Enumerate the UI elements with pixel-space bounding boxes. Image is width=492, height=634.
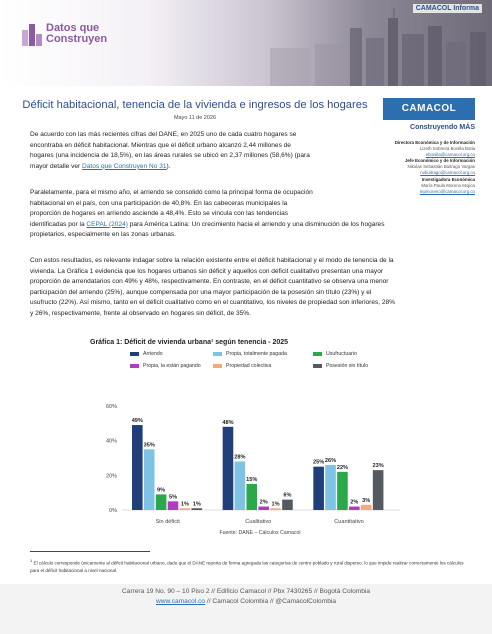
text-line: usufructo (22%). Así mismo, tanto en el déficit cualitativo como en el cuantitativo, los niveles de propiedad son inferiores, 28% (30, 299, 395, 307)
logo-line2: Construyen (46, 33, 108, 45)
camacol-informa-badge: CAMACOL Informa (413, 4, 482, 13)
legend-label: Posesión sin título (326, 363, 369, 369)
legend-swatch (213, 364, 222, 368)
data-label: 49% (131, 418, 143, 425)
footnote-marker: 1 (30, 558, 33, 563)
footer-social: // Camacol Colombia // @CamacolColombia (205, 598, 337, 605)
legend-item (213, 363, 271, 369)
text-line: hogares (una incidencia de 18,5%), en las áreas rurales se ubicó en 2,37 millones (58,6%) (para (30, 152, 310, 160)
legend-swatch (213, 352, 222, 356)
paragraph-2 (30, 188, 470, 241)
chart-source: Fuente: DANE – Cálculos Camacol (219, 530, 301, 536)
datos-que-construyen-logo (22, 22, 107, 46)
data-label: 6% (283, 492, 292, 499)
data-label: 15% (246, 477, 258, 483)
text-line (30, 220, 470, 231)
text-line: propietarios, especialmente en las zonas urbanas. (30, 231, 176, 239)
legend-item (313, 363, 368, 369)
legend-label: Propia, la están pagando (143, 363, 201, 369)
data-label: 35% (143, 442, 155, 449)
data-label: 1% (271, 501, 280, 508)
data-label: 3% (362, 497, 371, 504)
legend-label: Propia, totalmente pagada (226, 351, 287, 357)
bar (144, 449, 155, 510)
text-span: para América Latina: Un crecimiento hacia el arriendo y una disminución de los hogares (127, 220, 385, 228)
text-line (30, 162, 362, 173)
bar (270, 508, 281, 510)
footer-links (0, 598, 492, 605)
data-label: 22% (336, 464, 349, 471)
text-span: mayor detalle ver (30, 162, 83, 170)
bar (313, 467, 324, 510)
y-tick-label: 0% (109, 508, 117, 514)
bar (373, 470, 384, 510)
page-title: Déficit habitacional, tenencia de la vivienda e ingresos de los hogares (22, 99, 368, 111)
text-line: proporción de arrendatarios con 49% y 48%, respectivamente. En contraste, en el déficit cuantitativo se observa una menor (30, 278, 389, 286)
category-label: Cualitativo (245, 519, 272, 525)
legend-item (213, 351, 287, 357)
legend-label: Arriendo (143, 351, 163, 357)
contact-email-link[interactable]: mpmoreno@camacol.org.co (419, 188, 475, 194)
text-line: Con estos resultados, es relevante indagar sobre la relación existente entre el déficit habitacional y el modo de tenencia de la (30, 257, 394, 264)
data-label: 1% (192, 501, 201, 508)
data-label: 25% (313, 459, 325, 466)
contact-title: Jefe Económico y de Información (404, 158, 475, 164)
bar (235, 461, 246, 510)
contact-title: Investigadora Económica (421, 176, 475, 182)
footer-address: Carrera 19 No. 90 – 10 Piso 2 // Edificio Camacol // Pbx 7430265 // Bogotá Colombia (121, 588, 371, 595)
footnote (30, 557, 470, 574)
text-line: participación del arriendo (25%), aunque compensada por una mayor participación de la posesión sin título (23%) y el (30, 288, 372, 296)
text-span: ). (166, 162, 171, 170)
bar (325, 465, 336, 510)
bar (223, 427, 234, 510)
y-tick-label: 60% (105, 404, 117, 410)
bar (156, 494, 167, 510)
bar (192, 508, 203, 510)
legend-swatch (130, 364, 139, 368)
data-label: 2% (259, 499, 268, 506)
category-label: Sin déficit (155, 519, 180, 525)
legend-item (313, 351, 357, 357)
city-skyline-image (150, 8, 492, 86)
publish-date: Mayo 11 de 2026 (173, 115, 217, 121)
text-line: vivienda. La Gráfica 1 evidencia que los hogares urbanos sin déficit y aquellos con déficit cualitativo presentan una mayor (30, 267, 384, 275)
camacol-tagline: Construyendo MÁS (410, 124, 475, 131)
chart-title: Gráfica 1: Déficit de vivienda urbana¹ según tenencia - 2025 (90, 339, 289, 346)
data-label: 1% (180, 501, 189, 508)
contact-name: Lizeth Sobreira Bonilla Botia (419, 146, 475, 152)
bar (337, 472, 348, 510)
contact-email-link[interactable]: nvbuitrago@camacol.org.co (420, 170, 475, 176)
bar (349, 507, 360, 510)
data-label: 23% (372, 463, 384, 470)
text-line: y 26%, respectivamente, frente al observado en hogares sin déficit, de 35%. (30, 309, 251, 317)
legend-item (130, 351, 163, 357)
text-line: habitacional en el país, con una participación de 40,8%. En las cabeceras municipales la (30, 199, 288, 207)
y-tick-label: 40% (105, 438, 117, 445)
contact-title: Directora Económica y de Información (394, 140, 475, 145)
legend-label: Propiedad colectiva (226, 363, 272, 369)
bar (168, 501, 179, 510)
data-label: 48% (222, 419, 234, 426)
bar (361, 505, 372, 510)
data-label: 28% (234, 454, 246, 461)
contact-name: Nikolas Sebastián Buitrago Vargas (407, 164, 475, 170)
text-line: encontraba en déficit habitacional. Mientras que el déficit urbano alcanzó 2,44 millones de (30, 141, 291, 149)
bar (246, 484, 257, 510)
legend-label: Usufructuario (326, 351, 357, 357)
header-banner (0, 0, 492, 86)
data-label: 2% (350, 499, 359, 506)
contact-name: María Paula Moreno Mojica (421, 182, 475, 188)
text-line: Paralelamente, para el mismo año, el arriendo se consolidó como la principal forma de ocupación (30, 189, 313, 196)
logo-line1: Datos que (46, 22, 100, 34)
text-span: identificadas por la (30, 220, 87, 228)
data-label: 9% (157, 487, 166, 494)
data-label: 26% (324, 457, 337, 464)
website-link[interactable]: www.camacol.co (155, 598, 206, 605)
y-tick-label: 20% (105, 473, 117, 480)
building-blocks-icon (22, 22, 42, 46)
bar (258, 507, 269, 510)
bar (180, 508, 191, 510)
legend-swatch (313, 352, 322, 356)
camacol-logo: CAMACOL (383, 98, 475, 120)
contacts-block (345, 140, 475, 195)
data-label: 5% (168, 494, 178, 501)
bar (282, 500, 293, 510)
datos-que-construyen-link[interactable]: Datos que Construyen No 31 (82, 162, 167, 170)
bar (132, 425, 143, 510)
footnote-divider (30, 551, 150, 552)
legend-item (130, 363, 201, 369)
category-label: Cuantitativo (334, 519, 364, 525)
contact-email-link[interactable]: ebonilla@camacol.org.co (425, 152, 475, 158)
legend-swatch (130, 352, 139, 356)
footnote-text: El cálculo corresponde únicamente al déficit habitacional urbano, dado que el DANE reporta de forma agregada las categorías de centro poblado y rural disperso, lo que impide realizar correctamente los cálculos para el déficit habitacional a nivel nacional. (30, 560, 464, 573)
text-line: De acuerdo con las más recientes cifras del DANE, en 2025 uno de cada cuatro hogares se (30, 131, 297, 138)
legend-swatch (313, 364, 322, 368)
paragraph-3 (30, 256, 470, 320)
cepal-link[interactable]: CEPAL (2024) (86, 220, 128, 228)
text-line: proporción de hogares en arriendo asciende a 48,4%. Esto se vincula con las tendencias (30, 210, 289, 218)
paragraph-1 (30, 130, 362, 172)
